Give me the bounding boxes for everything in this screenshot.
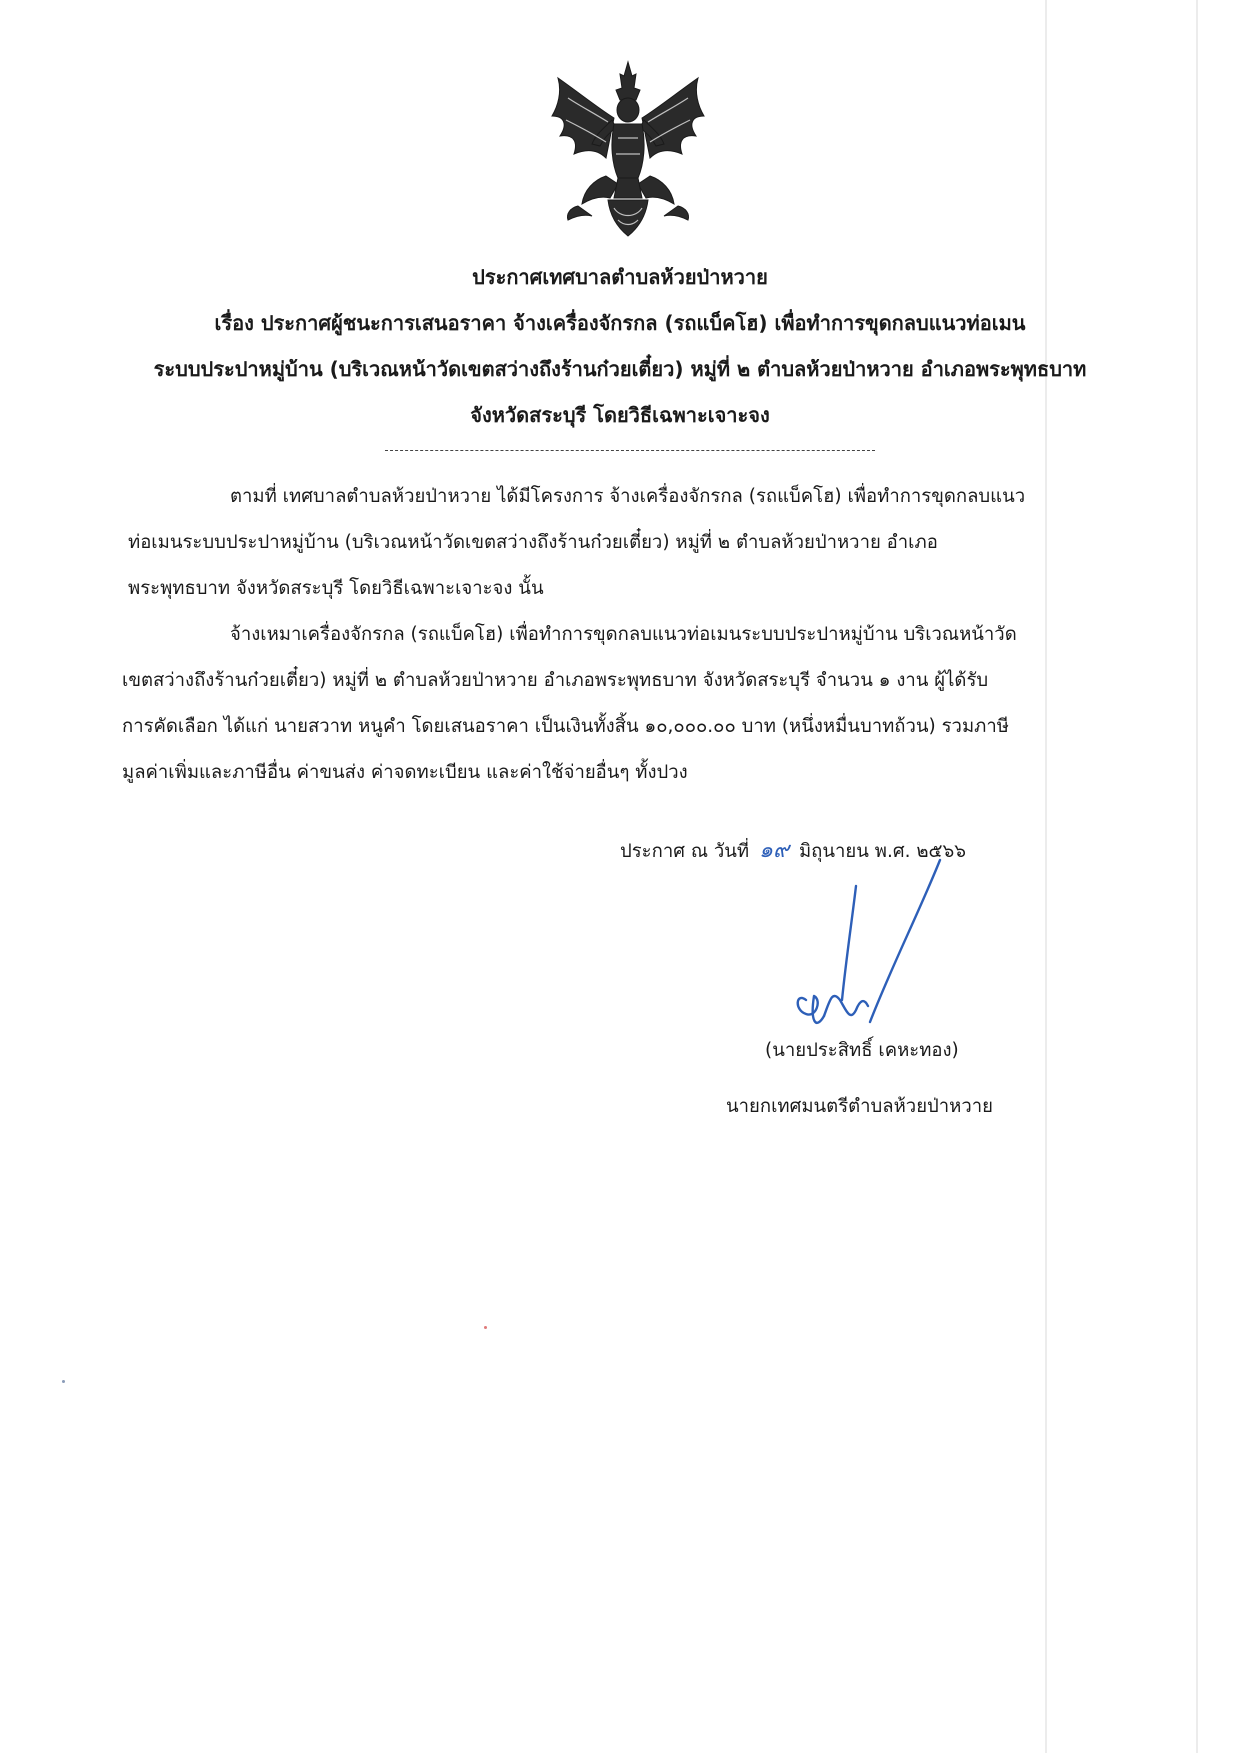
paragraph-line: จ้างเหมาเครื่องจักรกล (รถแบ็คโฮ) เพื่อทำการขุดกลบแนวท่อเมนระบบประปาหมู่บ้าน บริเวณหน้าวัด [230,624,1017,645]
subject-line: ระบบประปาหมู่บ้าน (บริเวณหน้าวัดเขตสว่างถึงร้านก๋วยเตี๋ยว) หมู่ที่ ๒ ตำบลห้วยป่าหวาย อำเภอพระพุทธบาท [153,357,1087,381]
dashed-divider [385,450,875,451]
garuda-emblem-icon [548,58,708,243]
announcement-prefix: ประกาศ ณ วันที่ [620,841,750,862]
title-block [60,254,1180,438]
paragraph-line: เขตสว่างถึงร้านก๋วยเตี๋ยว) หมู่ที่ ๒ ตำบลห้วยป่าหวาย อำเภอพระพุทธบาท จังหวัดสระบุรี จำนวน ๑ งาน ผู้ได้รับ [122,670,989,691]
handwritten-signature [770,850,960,1040]
paragraph-line: ท่อเมนระบบประปาหมู่บ้าน (บริเวณหน้าวัดเขตสว่างถึงร้านก๋วยเตี๋ยว) หมู่ที่ ๒ ตำบลห้วยป่าหวาย อำเภอ [128,532,938,553]
signatory-title: นายกเทศมนตรีตำบลห้วยป่าหวาย [726,1096,993,1117]
announcement-month-year: มิถุนายน พ.ศ. ๒๕๖๖ [798,841,967,862]
paragraph-line: มูลค่าเพิ่มและภาษีอื่น ค่าขนส่ง ค่าจดทะเบียน และค่าใช้จ่ายอื่นๆ ทั้งปวง [122,762,688,783]
handwritten-day: ๑๙ [759,838,790,863]
paragraph-line: ตามที่ เทศบาลตำบลห้วยป่าหวาย ได้มีโครงการ จ้างเครื่องจักรกล (รถแบ็คโฮ) เพื่อทำการขุดกลบแนว [230,486,1026,507]
subject-line: จังหวัดสระบุรี โดยวิธีเฉพาะเจาะจง [470,403,770,427]
signatory-name: (นายประสิทธิ์ เคหะทอง) [765,1040,959,1061]
scan-speck [62,1380,65,1383]
organization-title: ประกาศเทศบาลตำบลห้วยป่าหวาย [472,265,768,289]
paragraph-line: พระพุทธบาท จังหวัดสระบุรี โดยวิธีเฉพาะเจาะจง นั้น [128,578,544,599]
scan-speck [484,1326,487,1329]
paragraph-line: การคัดเลือก ได้แก่ นายสวาท หนูคำ โดยเสนอราคา เป็นเงินทั้งสิ้น ๑๐,๐๐๐.๐๐ บาท (หนึ่งหมื่นบาทถ้วน) รวมภาษี [122,716,1009,737]
scan-edge-line [1196,0,1198,1753]
subject-line: เรื่อง ประกาศผู้ชนะการเสนอราคา จ้างเครื่องจักรกล (รถแบ็คโฮ) เพื่อทำการขุดกลบแนวท่อเมน [214,311,1026,335]
